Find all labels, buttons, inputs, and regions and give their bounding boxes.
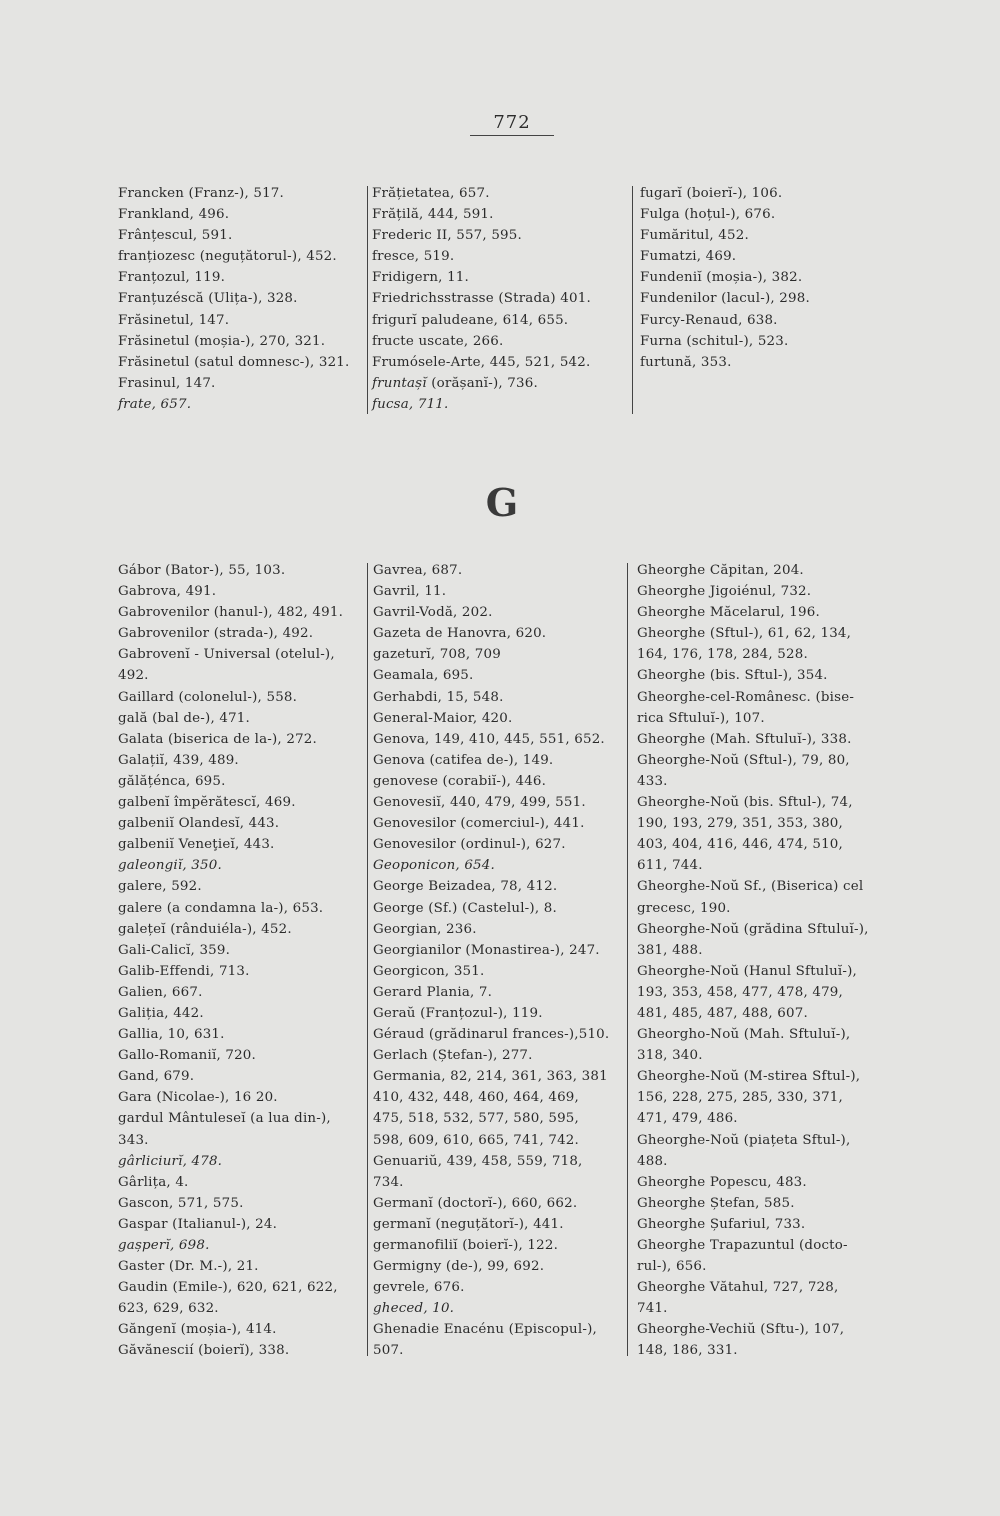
index-entry: Gerhabdi, 15, 548. xyxy=(373,689,504,705)
index-entry: General-Maior, 420. xyxy=(373,710,513,726)
index-entry: Gheorghe Ștefan, 585. xyxy=(637,1195,795,1211)
index-entry: genovese (corabiĭ-), 446. xyxy=(373,773,547,789)
index-entry: Gheorghe Șufariul, 733. xyxy=(637,1216,806,1232)
index-entry: Galațiĭ, 439, 489. xyxy=(118,752,239,768)
index-entry: Gaspar (Italianul-), 24. xyxy=(118,1216,278,1232)
index-entry: Gheorghe-cel-Românesc. (bise- xyxy=(637,689,855,705)
index-entry: Gheorghe Căpitan, 204. xyxy=(637,563,804,578)
index-entry: Fridigern, 11. xyxy=(372,270,469,286)
index-entry: Gaillard (colonelul-), 558. xyxy=(118,689,298,705)
index-entry: 433. xyxy=(637,773,668,789)
index-entry: Frumósele-Arte, 445, 521, 542. xyxy=(372,354,591,370)
index-entry: Furna (schitul-), 523. xyxy=(640,333,789,349)
index-entry: Gabrovenĭ - Universal (otelul-), xyxy=(118,647,335,663)
index-entry: rul-), 656. xyxy=(637,1259,707,1275)
index-entry: 611, 744. xyxy=(637,858,703,874)
index-entry: 343. xyxy=(118,1132,149,1148)
index-entry: George Beizadea, 78, 412. xyxy=(373,879,558,895)
index-entry: Galib-Effendi, 713. xyxy=(118,963,250,979)
column-divider xyxy=(632,186,633,414)
index-entry: Genovesiĭ, 440, 479, 499, 551. xyxy=(373,795,586,811)
index-entry: Galien, 667. xyxy=(118,984,203,1000)
index-entry: Franțuzéscă (Ulița-), 328. xyxy=(118,291,298,307)
index-entry: 492. xyxy=(118,668,149,684)
index-entry: Ghenadie Enacénu (Episcopul-), xyxy=(373,1322,597,1338)
index-entry: 507. xyxy=(373,1343,404,1359)
index-entry: galere, 592. xyxy=(118,879,202,895)
index-entry: Gaster (Dr. M.-), 21. xyxy=(118,1259,259,1275)
index-entry: 475, 518, 532, 577, 580, 595, xyxy=(373,1111,579,1127)
index-entry: Georgicon, 351. xyxy=(373,963,485,979)
index-entry: Franțozul, 119. xyxy=(118,270,226,286)
index-entry: Gheorghe-Noŭ (Sftul-), 79, 80, xyxy=(637,752,850,768)
index-entry: Gara (Nicolae-), 16 20. xyxy=(118,1090,278,1106)
index-entry: gală (bal de-), 471. xyxy=(118,710,250,726)
index-entry: fresce, 519. xyxy=(372,249,455,265)
index-entry: germanofiliĭ (boierĭ-), 122. xyxy=(373,1238,559,1253)
index-entry: galețeĭ (rânduiéla-), 452. xyxy=(118,921,292,937)
index-entry: Frăsinetul (satul domnesc-), 321. xyxy=(118,354,350,370)
index-entry: Gallia, 10, 631. xyxy=(118,1027,225,1043)
index-entry: Frasinul, 147. xyxy=(118,375,216,391)
index-entry: galeongiĭ, 350. xyxy=(118,858,222,874)
index-entry: 481, 485, 487, 488, 607. xyxy=(637,1005,808,1021)
index-entry: Geamala, 695. xyxy=(373,668,474,684)
index-entry: Francken (Franz-), 517. xyxy=(118,186,284,201)
index-entry: Genovesilor (comerciul-), 441. xyxy=(373,816,585,832)
index-entry: Gazeta de Hanovra, 620. xyxy=(373,626,547,642)
section-letter-heading: G xyxy=(485,480,519,525)
index-entry: Gabrovenilor (hanul-), 482, 491. xyxy=(118,605,344,621)
index-entry: Gali-Calicĭ, 359. xyxy=(118,942,231,958)
index-entry: Găvănescií (boierĭ), 338. xyxy=(118,1343,290,1359)
index-entry: 190, 193, 279, 351, 353, 380, xyxy=(637,816,843,832)
index-entry: fruntașĭ (orășanĭ-), 736. xyxy=(372,375,538,391)
index-entry: Furcy-Renaud, 638. xyxy=(640,312,778,328)
index-entry: Germigny (de-), 99, 692. xyxy=(373,1259,545,1275)
index-entry: George (Sf.) (Castelul-), 8. xyxy=(373,900,557,916)
index-entry: Gheorghe (Sftul-), 61, 62, 134, xyxy=(637,626,852,642)
index-entry: Gand, 679. xyxy=(118,1069,195,1085)
index-entry: 741. xyxy=(637,1301,668,1317)
index-entry: gazeturĭ, 708, 709 xyxy=(373,647,501,663)
index-entry: Georgian, 236. xyxy=(373,921,477,937)
index-entry: Gerard Plania, 7. xyxy=(373,984,493,1000)
index-entry: Gascon, 571, 575. xyxy=(118,1195,244,1211)
index-column-g-2 xyxy=(373,560,628,1362)
index-entry: Fundeniĭ (moșia-), 382. xyxy=(640,270,803,286)
index-entry: Gheorghe-Noŭ (M-stirea Sftul-), xyxy=(637,1069,861,1085)
index-entry: Frânțescul, 591. xyxy=(118,228,233,244)
index-entry: 164, 176, 178, 284, 528. xyxy=(637,647,808,663)
index-entry: Gheorghe Măcelarul, 196. xyxy=(637,605,820,621)
index-entry: 193, 353, 458, 477, 478, 479, xyxy=(637,984,843,1000)
index-entry: Frățilă, 444, 591. xyxy=(372,207,494,223)
index-entry: Gheorghe-Noŭ Sf., (Biserica) cel xyxy=(637,879,864,895)
index-entry: 598, 609, 610, 665, 741, 742. xyxy=(373,1132,579,1148)
index-entry: galere (a condamna la-), 653. xyxy=(118,900,324,916)
index-entry: frigurĭ paludeane, 614, 655. xyxy=(372,312,569,328)
index-entry: Germania, 82, 214, 361, 363, 381 xyxy=(373,1069,608,1085)
index-entry: fugarĭ (boierĭ-), 106. xyxy=(640,186,783,201)
index-entry: galbenĭ împĕrătescĭ, 469. xyxy=(118,795,296,811)
index-entry: Genuariŭ, 439, 458, 559, 718, xyxy=(373,1153,583,1169)
column-divider xyxy=(627,563,628,1356)
index-entry: 381, 488. xyxy=(637,942,703,958)
index-entry: gârliciurĭ, 478. xyxy=(118,1153,223,1169)
index-entry: fucsa, 711. xyxy=(372,396,449,412)
index-entry: Genova (catifea de-), 149. xyxy=(373,752,554,768)
index-entry: Georgianilor (Monastirea-), 247. xyxy=(373,942,600,958)
index-entry: Genova, 149, 410, 445, 551, 652. xyxy=(373,731,605,747)
index-entry: Galata (biserica de la-), 272. xyxy=(118,731,317,747)
index-entry: 156, 228, 275, 285, 330, 371, xyxy=(637,1090,843,1106)
index-entry: Gábor (Bator-), 55, 103. xyxy=(118,563,286,578)
index-entry: furtună, 353. xyxy=(640,354,732,370)
index-entry: Frăsinetul (moșia-), 270, 321. xyxy=(118,333,326,349)
index-entry: Gavril, 11. xyxy=(373,584,447,600)
index-entry: Frățietatea, 657. xyxy=(372,186,490,201)
index-entry: fructe uscate, 266. xyxy=(372,333,504,349)
index-entry: Gavril-Vodă, 202. xyxy=(373,605,493,621)
index-entry: Gheorghe Vătahul, 727, 728, xyxy=(637,1280,839,1296)
index-entry: Gheorgho-Noŭ (Mah. Sftuluĭ-), xyxy=(637,1027,851,1043)
index-entry: Galiția, 442. xyxy=(118,1005,204,1021)
index-entry: Germanĭ (doctorĭ-), 660, 662. xyxy=(373,1195,578,1211)
page-number: 772 xyxy=(470,112,554,136)
index-entry: Géraud (grădinarul frances-),510. xyxy=(373,1027,610,1043)
column-divider xyxy=(367,186,368,414)
index-entry: Gaudin (Emile-), 620, 621, 622, xyxy=(118,1280,338,1296)
index-column-f-2 xyxy=(372,183,627,415)
index-entry: Frăsinetul, 147. xyxy=(118,312,230,328)
index-entry: Geoponicon, 654. xyxy=(373,858,495,874)
index-entry: 734. xyxy=(373,1174,404,1190)
index-entry: gălățénca, 695. xyxy=(118,773,226,789)
index-entry: galbeniĭ Olandesĭ, 443. xyxy=(118,816,280,832)
index-entry: Frankland, 496. xyxy=(118,207,230,223)
index-entry: Gheorghe-Vechiŭ (Sftu-), 107, xyxy=(637,1322,845,1338)
index-entry: gheced, 10. xyxy=(373,1301,455,1317)
index-entry: Gallo-Romaniĭ, 720. xyxy=(118,1048,256,1064)
index-entry: germanĭ (neguțătorĭ-), 441. xyxy=(373,1216,564,1232)
index-entry: Gheorghe-Noŭ (bis. Sftul-), 74, xyxy=(637,795,853,811)
index-entry: 410, 432, 448, 460, 464, 469, xyxy=(373,1090,579,1106)
index-entry: 623, 629, 632. xyxy=(118,1301,219,1317)
column-divider xyxy=(367,563,368,1356)
index-column-f-1 xyxy=(118,183,363,415)
index-column-g-1 xyxy=(118,560,363,1362)
index-entry: Fundenilor (lacul-), 298. xyxy=(640,291,810,307)
index-entry: Gavrea, 687. xyxy=(373,563,463,578)
index-entry: Gheorghe-Noŭ (grădina Sftuluĭ-), xyxy=(637,921,869,937)
index-entry: Frederic II, 557, 595. xyxy=(372,228,522,244)
index-entry: Fumăritul, 452. xyxy=(640,228,749,244)
index-entry: Geraŭ (Franțozul-), 119. xyxy=(373,1005,543,1021)
index-entry: 148, 186, 331. xyxy=(637,1343,738,1359)
index-entry: gevrele, 676. xyxy=(373,1280,465,1296)
index-entry: frate, 657. xyxy=(118,396,192,412)
index-entry: franțiozesc (neguțătorul-), 452. xyxy=(118,249,337,265)
index-entry: Gheorghe-Noŭ (piațeta Sftul-), xyxy=(637,1132,851,1148)
index-entry: Friedrichsstrasse (Strada) 401. xyxy=(372,291,591,307)
index-entry: Gheorghe (bis. Sftul-), 354. xyxy=(637,668,828,684)
index-entry: Gheorghe Trapazuntul (docto- xyxy=(637,1238,848,1253)
index-entry: Fulga (hoțul-), 676. xyxy=(640,207,776,223)
index-entry: galbeniĭ Veneţieĭ, 443. xyxy=(118,837,275,853)
index-entry: Gheorghe Jigoiénul, 732. xyxy=(637,584,812,600)
index-entry: gașperĭ, 698. xyxy=(118,1238,210,1253)
index-entry: Gabrovenilor (strada-), 492. xyxy=(118,626,314,642)
index-entry: 488. xyxy=(637,1153,668,1169)
index-entry: Gârlița, 4. xyxy=(118,1174,189,1190)
index-column-f-3 xyxy=(640,183,890,373)
index-column-g-3 xyxy=(637,560,892,1362)
index-entry: rica Sftuluĭ-), 107. xyxy=(637,710,765,726)
index-entry: Gheorghe-Noŭ (Hanul Sftuluĭ-), xyxy=(637,963,858,979)
index-entry: 403, 404, 416, 446, 474, 510, xyxy=(637,837,843,853)
index-entry: Gabrova, 491. xyxy=(118,584,217,600)
index-entry: 318, 340. xyxy=(637,1048,703,1064)
index-entry: Genovesilor (ordinul-), 627. xyxy=(373,837,566,853)
index-entry: 471, 479, 486. xyxy=(637,1111,738,1127)
index-entry: Gheorghe Popescu, 483. xyxy=(637,1174,807,1190)
index-entry: Găngenĭ (moșia-), 414. xyxy=(118,1322,277,1338)
index-entry: Gerlach (Ștefan-), 277. xyxy=(373,1048,533,1064)
index-entry: gardul Mântuleseĭ (a lua din-), xyxy=(118,1111,331,1127)
index-entry: Gheorghe (Mah. Sftuluĭ-), 338. xyxy=(637,731,852,747)
index-entry: Fumatzi, 469. xyxy=(640,249,737,265)
index-entry: grecesc, 190. xyxy=(637,900,731,916)
